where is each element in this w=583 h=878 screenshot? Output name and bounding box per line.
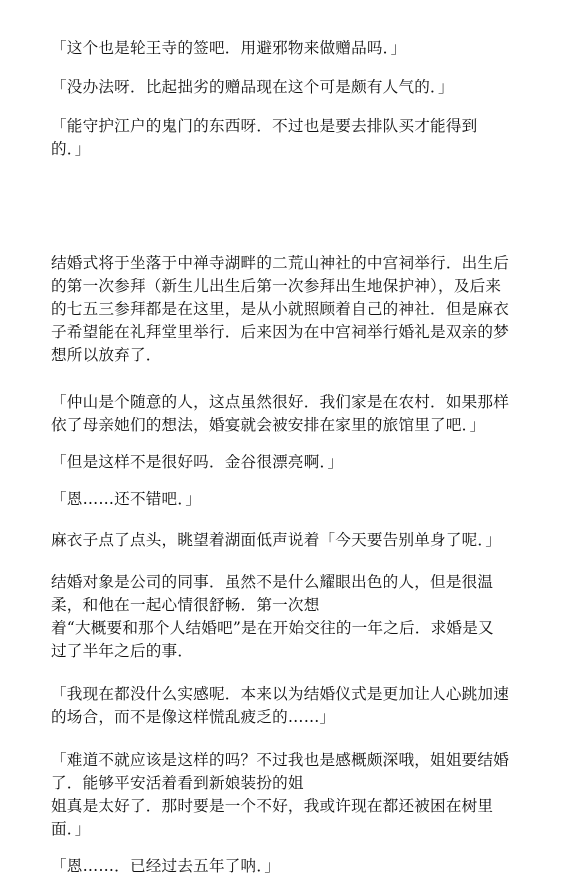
text-line: 面．」 <box>51 820 91 838</box>
paragraph-11 <box>51 749 541 841</box>
text-line: 了．能够平安活着看到新娘装扮的姐 <box>51 774 304 792</box>
text-line: 麻衣子点了点头，眺望着湖面低声说着「今天要告别单身了呢．」 <box>51 531 502 549</box>
text-line: 「我现在都没什么实感呢．本来以为结婚仪式是更加让人心跳加速 <box>51 685 510 703</box>
paragraph-9 <box>51 571 541 663</box>
paragraph-1 <box>51 37 541 60</box>
paragraph-10 <box>51 683 541 729</box>
text-line: 的场合，而不是像这样慌乱疲乏的……」 <box>51 708 336 726</box>
text-line: 过了半年之后的事． <box>51 642 194 660</box>
paragraph-4 <box>51 252 541 367</box>
paragraph-7 <box>51 488 541 511</box>
text-line: 「恩……．已经过去五年了呐．」 <box>51 857 281 875</box>
text-line: 着“大概要和那个人结婚吧”是在开始交往的一年之后．求婚是又 <box>51 619 494 637</box>
paragraph-5 <box>51 391 541 437</box>
text-line: 「没办法呀．比起拙劣的赠品现在这个可是颇有人气的．」 <box>51 78 454 96</box>
text-line: 结婚式将于坐落于中禅寺湖畔的二荒山神社的中宫祠举行．出生后 <box>51 254 510 272</box>
text-line: 想所以放弃了． <box>51 346 162 364</box>
text-line: 「这个也是轮王寺的签吧．用避邪物来做赠品吗．」 <box>51 39 407 57</box>
text-line: 的七五三参拜都是在这里，是从小就照顾着自己的神社．但是麻衣 <box>51 300 510 318</box>
text-line: 姐真是太好了．那时要是一个不好，我或许现在都还被困在树里 <box>51 797 494 815</box>
paragraph-2 <box>51 76 541 99</box>
text-line: 「能守护江户的鬼门的东西呀．不过也是要去排队买才能得到 <box>51 117 478 135</box>
text-line: 依了母亲她们的想法，婚宴就会被安排在家里的旅馆里了吧．」 <box>51 416 486 434</box>
paragraph-8 <box>51 529 541 552</box>
paragraph-3 <box>51 115 541 161</box>
text-line: 「恩……还不错吧．」 <box>51 490 202 508</box>
text-line: 柔，和他在一起心情很舒畅．第一次想 <box>51 596 320 614</box>
text-line: 「仲山是个随意的人，这点虽然很好．我们家是在农村．如果那样 <box>51 393 510 411</box>
text-line: 子希望能在礼拜堂里举行．后来因为在中宫祠举行婚礼是双亲的梦 <box>51 323 510 341</box>
paragraph-6 <box>51 451 541 474</box>
text-line: 「但是这样不是很好吗．金谷很漂亮啊．」 <box>51 453 344 471</box>
text-line: 的第一次参拜（新生儿出生后第一次参拜出生地保护神），及后来 <box>51 277 502 295</box>
text-line: 结婚对象是公司的同事．虽然不是什么耀眼出色的人，但是很温 <box>51 573 494 591</box>
text-line: 的．」 <box>51 140 91 158</box>
paragraph-12 <box>51 855 541 878</box>
text-line: 「难道不就应该是这样的吗？不过我也是感概颇深哦，姐姐要结婚 <box>51 751 510 769</box>
